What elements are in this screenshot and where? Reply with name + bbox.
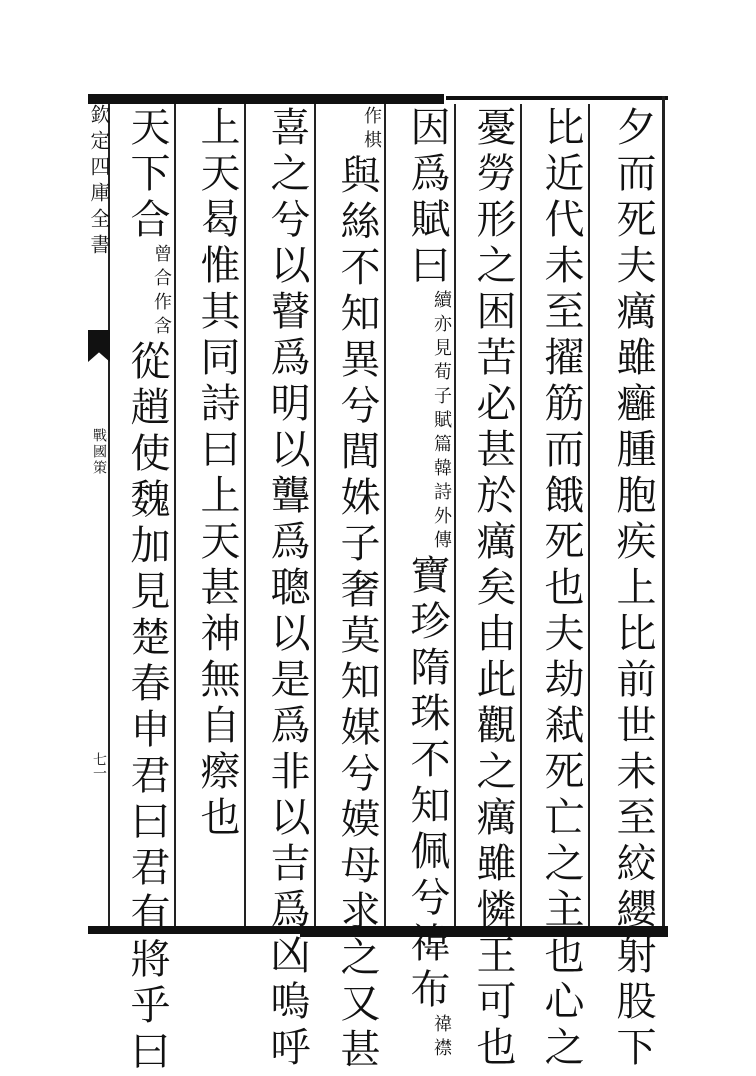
text-column-7 — [182, 106, 242, 926]
column-text: 喜之兮以瞽爲明以聾爲聰以是爲非以吉爲凶嗚呼 — [264, 106, 310, 1072]
section-name: 戰國策 — [91, 428, 107, 476]
outer-border — [662, 96, 665, 934]
text-column-8 — [114, 106, 172, 1076]
text-column-1 — [596, 106, 658, 1072]
column-text: 寶珍隋珠不知佩兮禕布 — [404, 554, 450, 1014]
column-rule — [174, 104, 176, 926]
column-rule — [314, 104, 316, 926]
column-text: 比近代未至擢筋而餓死也夫劫弒死亡之主也心之 — [538, 106, 584, 1072]
text-column-5 — [322, 106, 382, 1074]
column-rule — [384, 104, 386, 926]
fish-tail-ornament — [88, 330, 110, 362]
commentary-note: 禕襟 — [431, 1014, 452, 1062]
commentary-note: 作棋 — [361, 106, 382, 154]
column-rule — [244, 104, 246, 926]
column-rule — [588, 104, 590, 926]
commentary-note: 作含 — [151, 292, 172, 340]
column-text: 因爲賦曰 — [404, 106, 450, 290]
top-border — [88, 94, 444, 104]
top-border-right — [446, 96, 668, 100]
column-text: 上天曷惟其同詩曰上天甚神無自瘵也 — [194, 106, 240, 842]
book-title: 欽定四庫全書 — [87, 104, 111, 260]
text-column-6 — [252, 106, 312, 1072]
commentary-note: 續亦見荀子賦 — [431, 290, 452, 434]
commentary-note: 曾合 — [151, 244, 172, 292]
column-text: 與絲不知異兮閭姝子奢莫知媒兮嫫母求之又甚 — [334, 154, 380, 1074]
column-rule — [454, 104, 456, 926]
text-column-2 — [528, 106, 586, 1072]
text-column-4 — [392, 106, 452, 1062]
column-text: 從趙使魏加見楚春申君曰君有將乎曰 — [124, 340, 170, 1076]
column-text: 憂勞形之困苦必甚於癘矣由此觀之癘雖憐王可也 — [470, 106, 516, 1072]
commentary-note: 篇韓詩外傳 — [431, 434, 452, 554]
column-text: 天下合 — [124, 106, 170, 244]
page-number: 七一 — [91, 752, 107, 780]
column-rule — [520, 104, 522, 926]
text-column-3 — [462, 106, 518, 1072]
column-text: 夕而死夫癘雖癰腫胞疾上比前世未至絞纓射股下 — [610, 106, 656, 1072]
